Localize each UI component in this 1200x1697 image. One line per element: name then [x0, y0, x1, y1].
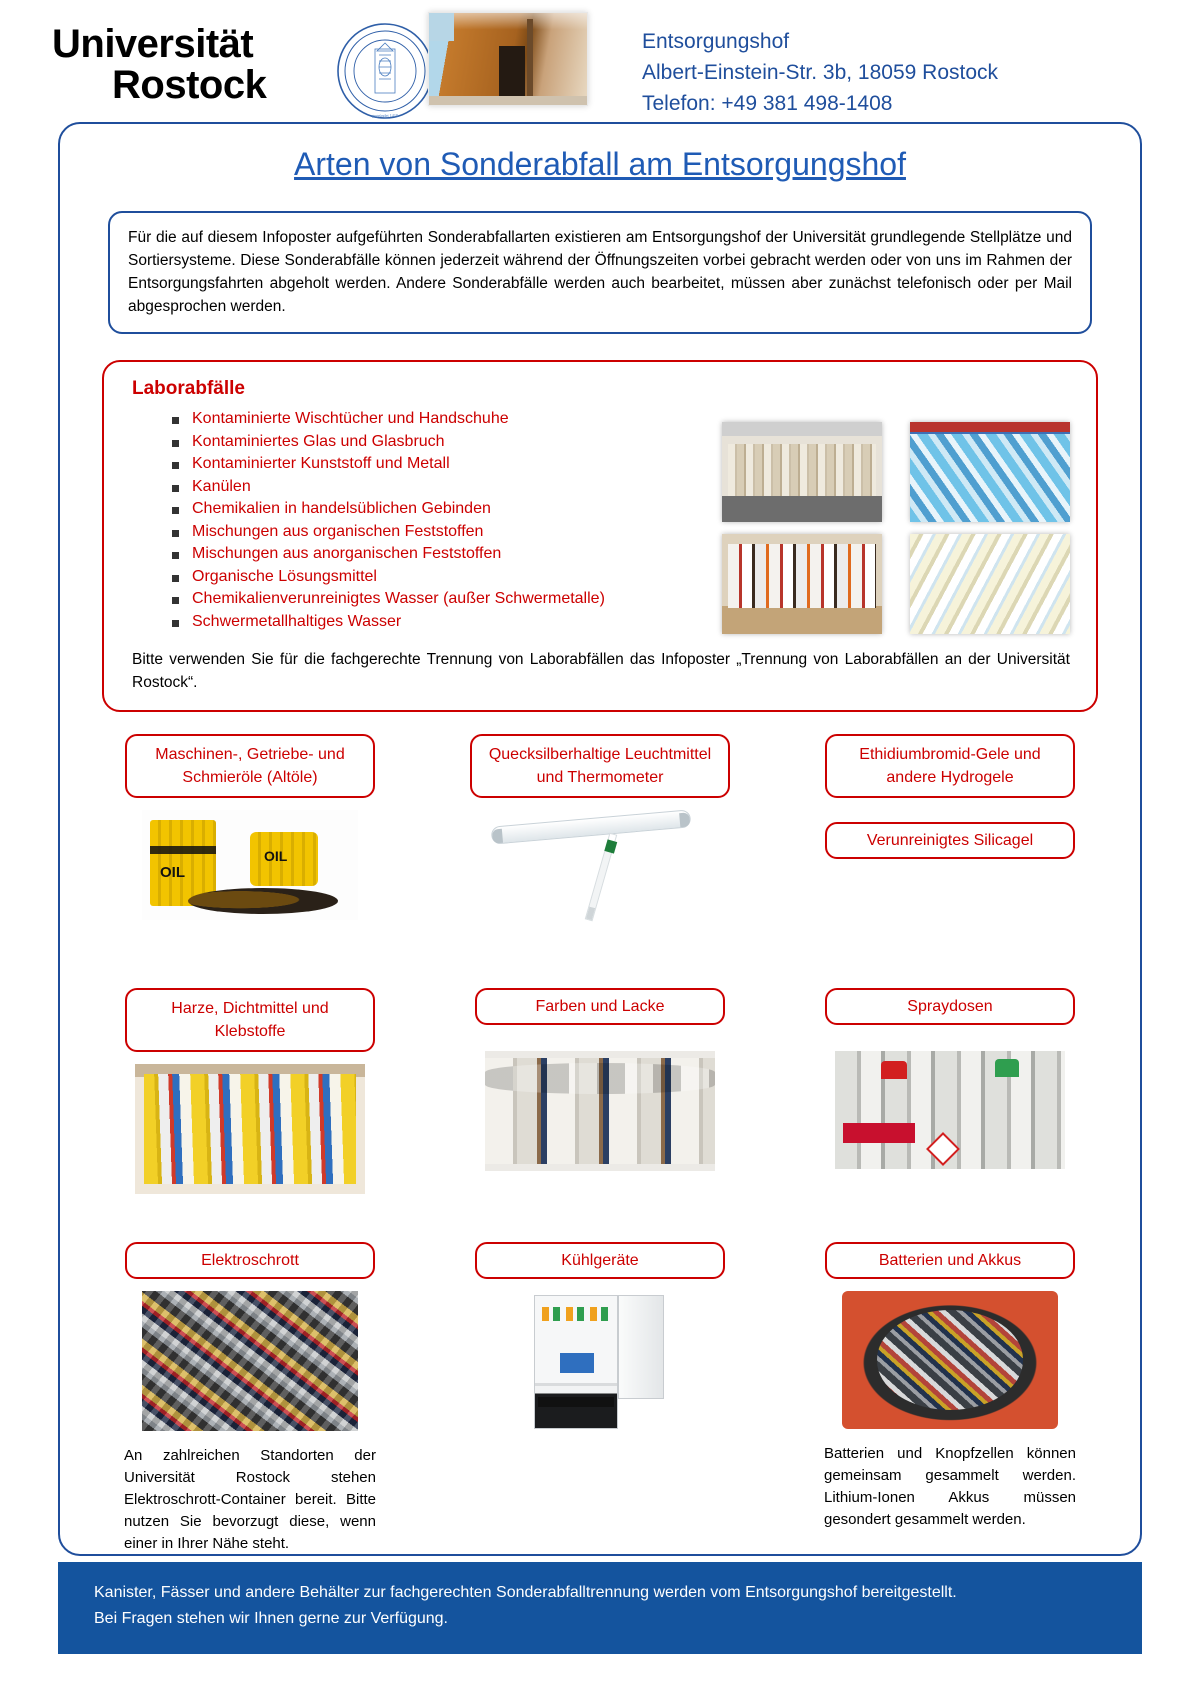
page-title: Arten von Sonderabfall am Entsorgungshof	[294, 146, 906, 182]
list-item	[172, 566, 646, 589]
category-ethidium	[800, 734, 1100, 928]
list-item-label: Kanülen	[192, 477, 251, 495]
list-item	[172, 453, 646, 476]
lab-waste-section	[102, 360, 1098, 712]
category-batteries-label[interactable]: Batterien und Akkus	[825, 1242, 1075, 1279]
category-sprays-label[interactable]: Spraydosen	[825, 988, 1075, 1025]
category-row-3	[100, 1242, 1100, 1555]
category-grid	[100, 734, 1100, 1555]
list-item-label: Schwermetallhaltiges Wasser	[192, 612, 402, 630]
lab-waste-note: Bitte verwenden Sie für die fachgerechte Trennung von Laborabfällen das Infoposter „Trennung von Laborabfällen an der Universität Rostock“.	[132, 651, 1070, 691]
category-resins-label[interactable]: Harze, Dichtmittel und Klebstoffe	[125, 988, 375, 1052]
list-item	[172, 498, 646, 521]
square-bullet-icon	[172, 440, 179, 447]
category-row-2	[100, 988, 1100, 1194]
intro-text: Für die auf diesem Infoposter aufgeführten Sonderabfallarten existieren am Entsorgungshof der Universität grundlegende Stellplätze und Sortiersysteme. Diese Sonderabfälle können jederzeit während der Öffnungszeiten vorbei gebracht werden oder von uns im Rahmen der Entsorgungsfahrten abgeholt werden. Andere Sonderabfälle werden auch bearbeitet, müssen aber zunächst telefonisch oder per Mail abgesprochen werden.	[128, 229, 1072, 315]
footer-line-1: Kanister, Fässer und andere Behälter zur fachgerechten Sonderabfalltrennung werden vom Entsorgungshof bereitgestellt.	[94, 1584, 957, 1601]
poster-main-panel	[58, 122, 1142, 1556]
category-fridges-label[interactable]: Kühlgeräte	[475, 1242, 725, 1279]
lab-waste-list	[126, 408, 646, 634]
category-escrap	[100, 1242, 400, 1555]
category-escrap-label[interactable]: Elektroschrott	[125, 1242, 375, 1279]
list-item	[172, 431, 646, 454]
photo-electronic-scrap	[142, 1291, 358, 1431]
list-item-label: Organische Lösungsmittel	[192, 567, 377, 585]
batteries-note: Batterien und Knopfzellen können gemeinsam gesammelt werden. Lithium-Ionen Akkus müssen gesondert gesammelt werden.	[824, 1445, 1076, 1528]
contact-phone: Telefon: +49 381 498-1408	[642, 92, 893, 115]
square-bullet-icon	[172, 620, 179, 627]
photo-collected-batteries	[842, 1291, 1058, 1429]
entsorgungshof-building-photo	[428, 12, 588, 106]
intro-box	[108, 211, 1092, 334]
category-fridges	[450, 1242, 750, 1555]
photo-contaminated-gloves	[910, 422, 1070, 522]
list-item	[172, 408, 646, 431]
list-item	[172, 588, 646, 611]
list-item-label: Kontaminiertes Glas und Glasbruch	[192, 432, 445, 450]
university-name-line1: Universität	[52, 22, 254, 66]
list-item	[172, 476, 646, 499]
lab-waste-photo-grid	[646, 408, 1076, 634]
category-ethidium-label[interactable]: Ethidiumbromid-Gele und andere Hydrogele	[825, 734, 1075, 798]
square-bullet-icon	[172, 530, 179, 537]
photo-chemical-bottles	[722, 534, 882, 634]
photo-resins-sealants-adhesives	[135, 1064, 365, 1194]
seal-motto: gegründet 1419	[371, 113, 399, 118]
category-oils	[100, 734, 400, 928]
list-item	[172, 611, 646, 634]
university-seal-icon	[335, 21, 435, 121]
category-resins	[100, 988, 400, 1194]
page-footer	[58, 1562, 1142, 1654]
square-bullet-icon	[172, 575, 179, 582]
photo-spray-cans	[835, 1051, 1065, 1169]
photo-fluorescent-tube-and-thermometer	[485, 810, 715, 928]
category-mercury-label[interactable]: Quecksilberhaltige Leuchtmittel und Thermometer	[470, 734, 730, 798]
photo-lab-refrigerator	[520, 1291, 680, 1441]
square-bullet-icon	[172, 507, 179, 514]
square-bullet-icon	[172, 485, 179, 492]
university-name-line2: Rostock	[112, 62, 267, 107]
list-item-label: Mischungen aus anorganischen Feststoffen	[192, 545, 502, 562]
square-bullet-icon	[172, 417, 179, 424]
contact-facility-name: Entsorgungshof	[642, 30, 790, 53]
category-silicagel-label[interactable]: Verunreinigtes Silicagel	[825, 822, 1075, 859]
category-row-1	[100, 734, 1100, 928]
university-wordmark	[52, 24, 266, 106]
category-paints	[450, 988, 750, 1194]
photo-paint-buckets	[485, 1051, 715, 1171]
escrap-note: An zahlreichen Standorten der Universität Rostock stehen Elektroschrott-Container bereit. Bitte nutzen Sie bevorzugt diese, wenn einer in Ihrer Nähe steht.	[124, 1447, 376, 1552]
lab-waste-heading: Laborabfälle	[132, 378, 245, 399]
footer-line-2: Bei Fragen stehen wir Ihnen gerne zur Verfügung.	[94, 1610, 448, 1627]
list-item-label: Mischungen aus organischen Feststoffen	[192, 522, 484, 540]
list-item	[172, 521, 646, 544]
photo-chemical-canisters	[722, 422, 882, 522]
category-mercury	[450, 734, 750, 928]
category-sprays	[800, 988, 1100, 1194]
category-paints-label[interactable]: Farben und Lacke	[475, 988, 725, 1025]
photo-plastic-lab-waste	[910, 534, 1070, 634]
list-item-label: Chemikalien in handelsüblichen Gebinden	[192, 500, 491, 517]
square-bullet-icon	[172, 552, 179, 559]
list-item-label: Kontaminierter Kunststoff und Metall	[192, 455, 450, 472]
page-header	[0, 0, 1200, 118]
list-item-label: Chemikalienverunreinigtes Wasser (außer Schwermetalle)	[192, 590, 605, 607]
square-bullet-icon	[172, 462, 179, 469]
category-batteries	[800, 1242, 1100, 1555]
university-logo	[52, 18, 399, 118]
category-oils-label[interactable]: Maschinen-, Getriebe- und Schmieröle (Altöle)	[125, 734, 375, 798]
contact-block	[642, 26, 998, 119]
photo-oil-drums: OIL OIL	[142, 810, 358, 920]
contact-address: Albert-Einstein-Str. 3b, 18059 Rostock	[642, 61, 999, 84]
list-item-label: Kontaminierte Wischtücher und Handschuhe	[192, 410, 509, 427]
square-bullet-icon	[172, 597, 179, 604]
list-item	[172, 543, 646, 566]
